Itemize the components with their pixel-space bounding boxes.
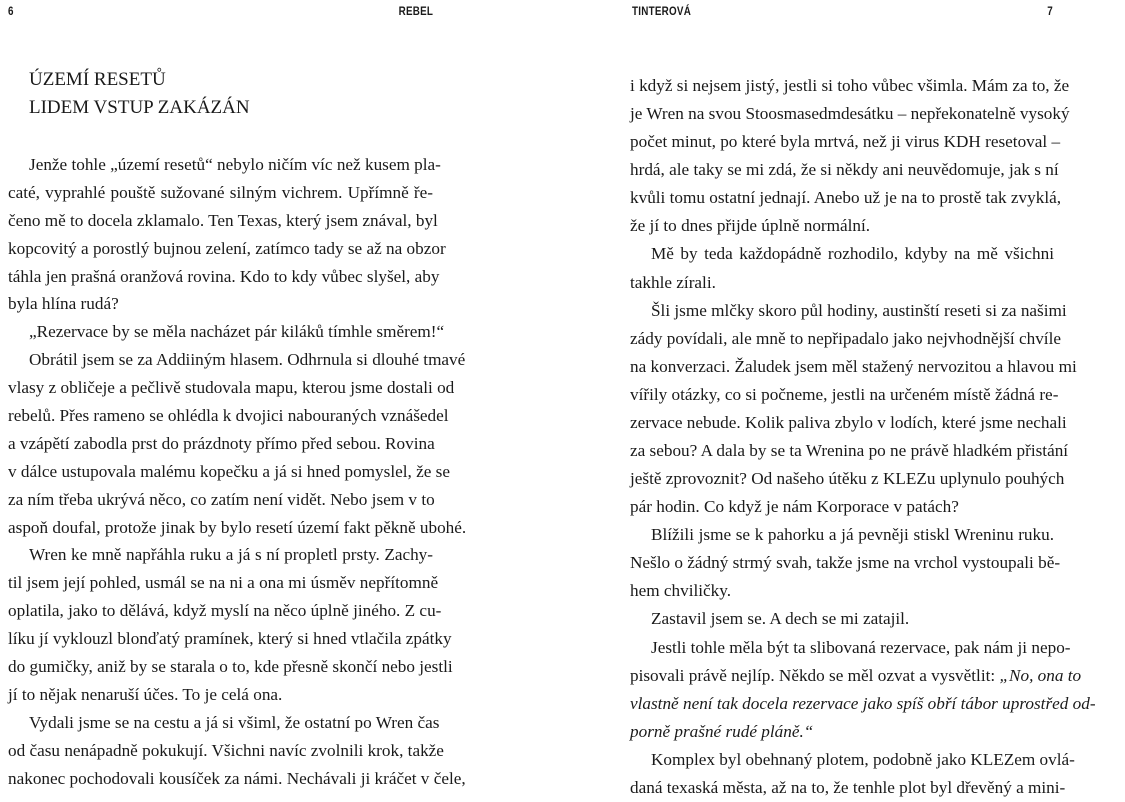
text-span: „Rezervace by se měla nacházet pár kiláků tímhle směrem!“: [29, 322, 445, 342]
text-span: aspoň doufal, protože jinak by bylo resetí území fakt pěkně ubohé.: [8, 517, 467, 537]
text-line: [8, 151, 441, 179]
text-line: [8, 681, 433, 709]
text-line: [8, 765, 466, 793]
text-line: [8, 737, 444, 765]
text-span: nakonec pochodovali kousíček za námi. Nechávali ji kráčet v čele,: [8, 768, 466, 788]
text-line: [8, 709, 440, 737]
running-head-author: TINTEROVÁ: [632, 4, 692, 18]
text-span: kvůli tomu ostatní jednají. Anebo už je na to prostě tak zvyklá,: [630, 188, 1062, 208]
text-span: i když si nejsem jistý, jestli si toho vůbec všimla. Mám za to, že: [630, 76, 1070, 95]
chapter-title-line: ÚZEMÍ RESETŮ: [29, 69, 166, 90]
text-line: [630, 746, 1075, 774]
text-line: [8, 514, 467, 542]
text-line: [8, 263, 440, 291]
text-line: [8, 430, 433, 458]
text-line: [8, 374, 455, 402]
text-span: počet minut, po které byla mrtvá, než ji virus KDH resetoval –: [630, 132, 1061, 152]
text-line: [630, 240, 1054, 268]
text-span: za sebou? A dala by se ta Wrenina po ne právě hladkém přistání: [630, 441, 1069, 461]
text-line: [630, 718, 1054, 746]
text-line: [8, 486, 433, 514]
text-span: kopcovitý a porostlý bujnou zelení, zatímco tady se až na obzor: [8, 238, 446, 258]
text-span: daná texaská města, až na to, že tenhle plot byl dřevěný a mini-: [630, 777, 1066, 797]
text-span: Zastavil jsem se. A dech se mi zatajil.: [651, 609, 910, 629]
text-line: [630, 521, 1054, 549]
text-line: [8, 318, 445, 346]
text-line: [8, 402, 449, 430]
text-line: [8, 179, 433, 207]
body-text: [8, 151, 467, 792]
text-line: [630, 72, 1070, 100]
text-line: [630, 605, 1054, 633]
text-line: [630, 409, 1067, 437]
text-line: [8, 346, 466, 374]
text-span: caté, vyprahlé pouště sužované silným vichrem. Upřímně ře-: [8, 182, 433, 202]
text-span: Mě by teda každopádně rozhodilo, kdyby na mě všichni: [651, 244, 1054, 264]
text-span: že jí to dnes přijde úplně normální.: [630, 216, 871, 236]
text-span: ještě zprovoznit? Od našeho útěku z KLEZu uplynulo pouhých: [630, 469, 1065, 489]
text-span: zervace nebude. Kolik paliva zbylo v lodích, které jsme nechali: [630, 412, 1067, 432]
right-page: [565, 0, 1125, 800]
text-line: [630, 297, 1067, 325]
text-span: Obrátil jsem se za Addiiným hlasem. Odhrnula si dlouhé tmavé: [29, 350, 466, 370]
text-span: oplatila, jako to dělává, když myslí na něco úplně jiného. Z cu-: [8, 601, 442, 621]
text-span: Jestli tohle měla být ta slibovaná rezervace, pak nám ji nepo-: [651, 637, 1071, 657]
text-span: je Wren na svou Stoosmasedmdesátku – nepřekonatelně vysoký: [630, 104, 1070, 124]
text-span: pisovali právě nejlíp. Někdo se měl ozvat a vysvětlit:: [630, 665, 1000, 685]
text-line: [630, 128, 1061, 156]
text-span: Šli jsme mlčky skoro půl hodiny, austinští reseti si za našimi: [651, 300, 1067, 320]
italic-text-span: porně prašné rudé pláně.“: [630, 721, 814, 741]
text-line: [630, 774, 1066, 802]
text-span: za ním třeba ukrývá něco, co zatím není vidět. Nebo jsem v to: [8, 489, 435, 509]
text-span: zády povídali, ale mně to nepřipadalo jako nejvhodnější chvíle: [630, 328, 1061, 348]
text-line: [8, 597, 442, 625]
text-line: [630, 269, 1054, 297]
text-span: vlasy z obličeje a pečlivě studovala mapu, kterou jsme dostali od: [8, 378, 455, 398]
text-span: rebelů. Přes rameno se ohlédla k dvojici nabouraných vznášedel: [8, 406, 449, 426]
running-head-title: REBEL: [398, 4, 433, 18]
chapter-title: [29, 66, 250, 122]
text-line: [630, 437, 1069, 465]
text-line: [630, 156, 1059, 184]
text-line: [630, 549, 1061, 577]
text-line: [8, 625, 452, 653]
text-span: hrdá, ale taky se mi zdá, že si někdy ani neuvědomuje, jak s ní: [630, 160, 1059, 180]
body-text: [630, 72, 1096, 802]
text-span: čeno mě to docela zklamalo. Ten Texas, který jsem znával, byl: [8, 210, 438, 230]
text-line: [8, 235, 446, 263]
text-line: [8, 207, 438, 235]
text-span: Nešlo o žádný strmý svah, takže jsme na vrchol vystoupali bě-: [630, 553, 1061, 573]
page-number: 7: [1047, 4, 1053, 18]
italic-text-span: „No, ona to: [999, 665, 1082, 685]
text-span: Vydali jsme se na cestu a já si všiml, že ostatní po Wren čas: [29, 712, 440, 732]
text-line: [8, 653, 453, 681]
text-span: takhle zírali.: [630, 272, 716, 292]
text-line: [630, 690, 1096, 718]
text-span: Komplex byl obehnaný plotem, podobně jako KLEZem ovlá-: [651, 749, 1075, 769]
chapter-title-line: LIDEM VSTUP ZAKÁZÁN: [29, 97, 250, 118]
text-span: Jenže tohle „území resetů“ nebylo ničím víc než kusem pla-: [29, 155, 441, 174]
text-line: [630, 212, 1054, 240]
text-line: [630, 381, 1059, 409]
text-line: [630, 634, 1071, 662]
text-span: til jsem její pohled, usmál se na ni a ona mi úsměv nepřítomně: [8, 573, 439, 593]
text-span: jí to nějak nenaruší účes. To je celá ona.: [8, 684, 283, 704]
text-span: táhla jen prašná oranžová rovina. Kdo to kdy vůbec slyšel, aby: [8, 266, 440, 286]
text-span: líku jí vyklouzl blonďatý pramínek, který si hned vtlačila zpátky: [8, 629, 452, 649]
text-span: vířily otázky, co si počneme, jestli na určeném místě žádná re-: [630, 384, 1059, 404]
left-page: [0, 0, 560, 800]
text-span: hem chviličky.: [630, 581, 732, 601]
text-span: Blížili jsme se k pahorku a já pevněji stiskl Wreninu ruku.: [651, 525, 1054, 545]
text-line: [630, 465, 1065, 493]
text-line: [630, 325, 1061, 353]
text-line: [630, 184, 1062, 212]
text-line: [630, 493, 1054, 521]
text-span: byla hlína rudá?: [8, 294, 119, 314]
text-span: a vzápětí zabodla prst do prázdnoty přímo před sebou. Rovina: [8, 433, 435, 453]
italic-text-span: vlastně není tak docela rezervace jako spíš obří tábor uprostřed od-: [630, 693, 1096, 713]
page-number: 6: [8, 4, 14, 18]
text-line: [630, 100, 1070, 128]
text-line: [8, 290, 433, 318]
text-span: do gumičky, aniž by se starala o to, kde přesně skončí nebo jestli: [8, 657, 453, 677]
text-line: [630, 353, 1077, 381]
text-span: v dálce ustupovala malému kopečku a já si hned pomyslel, že se: [8, 461, 450, 481]
text-line: [8, 541, 433, 569]
text-span: od času nenápadně pokukují. Všichni navíc zvolnili krok, takže: [8, 740, 444, 760]
text-line: [8, 458, 450, 486]
text-span: na konverzaci. Žaludek jsem měl stažený nervozitou a hlavou mi: [630, 356, 1077, 376]
text-line: [630, 662, 1082, 690]
text-span: Wren ke mně napřáhla ruku a já s ní propletl prsty. Zachy-: [29, 545, 433, 565]
text-line: [630, 577, 1054, 605]
text-span: pár hodin. Co když je nám Korporace v patách?: [630, 497, 959, 517]
text-line: [8, 569, 439, 597]
